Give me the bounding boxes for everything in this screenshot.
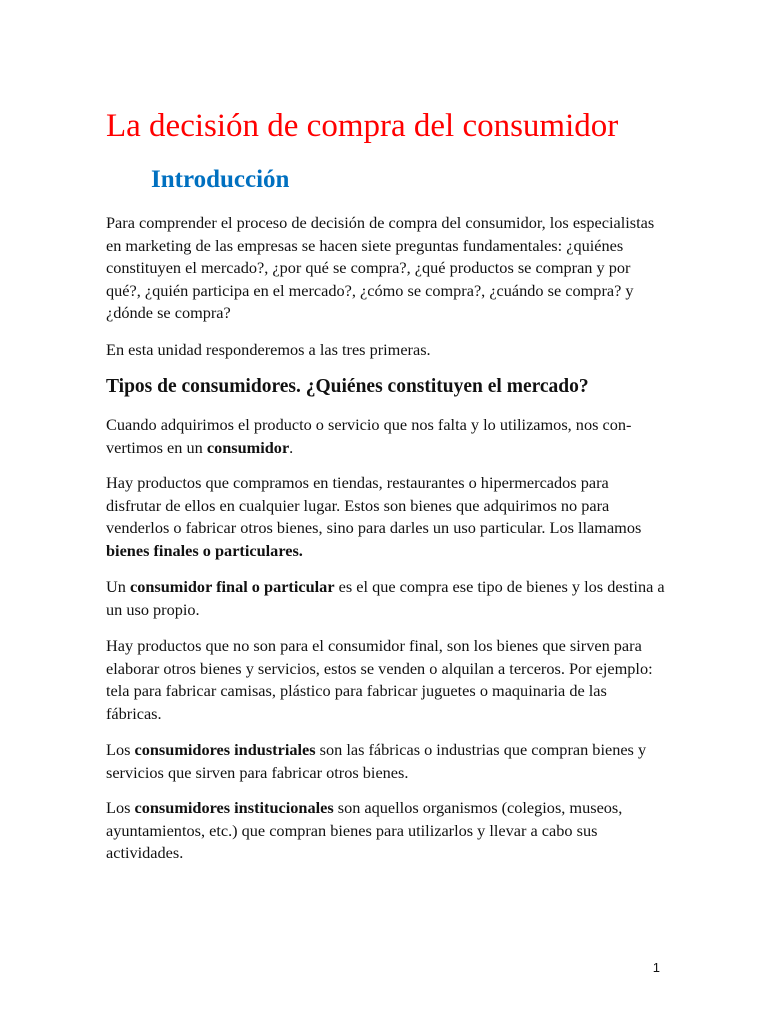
- final-consumer-paragraph: [106, 576, 666, 621]
- industrial-consumers-paragraph: [106, 739, 666, 784]
- unit-paragraph: En esta unidad responderemos a las tres primeras.: [106, 340, 431, 359]
- intro-paragraph: Para comprender el proceso de decisión de compra del consumidor, los especialistas en marketing de las empresas se hacen siete preguntas fundamentales: ¿quiénes constituyen el mercado?, ¿por qué se compra?, ¿qué productos se compran y por qué?, ¿quién participa en el mercado?, ¿cómo se compra?, ¿cuándo se compra? y ¿dónde se compra?: [106, 213, 655, 323]
- industrial-start: Los: [106, 740, 135, 759]
- industrial-goods-paragraph: Hay productos que no son para el consumidor final, son los bienes que sirven para elaborar otros bienes y servicios, estos se venden o alquilan a terceros. Por ejemplo: tela para fabricar camisas, plástico para fabricar juguetes o maquinaria de las fábricas.: [106, 636, 653, 723]
- industrial-text: son las fábricas o industrias que compran bienes y servicios que sirven para fabricar otros bienes.: [106, 740, 647, 782]
- final-consumer-text: es el que compra ese tipo de bienes y los destina a un uso propio.: [106, 577, 665, 619]
- final-consumer-start: Un: [106, 577, 130, 596]
- final-goods-term: bienes finales o particulares.: [106, 540, 303, 560]
- industrial-term: consumidores industriales: [134, 740, 316, 759]
- consumer-term: consumidor: [206, 437, 290, 457]
- institutional-consumers-paragraph: [106, 797, 666, 865]
- page-number: 1: [652, 960, 660, 975]
- final-goods-paragraph: [106, 472, 666, 562]
- institutional-text: son aquellos organismos (colegios, museos, ayuntamientos, etc.) que compran bienes para utilizarlos y llevar a cabo sus actividades.: [106, 798, 623, 863]
- section-subtitle: Introducción: [151, 166, 290, 193]
- final-goods-text: Hay productos que compramos en tiendas, restaurantes o hipermercados para disfrutar de ellos en cualquier lugar. Estos son bienes que adquirimos no para venderlos o fabricar otros bienes, sino para darles un uso particular. Los llamamos: [106, 473, 642, 538]
- final-consumer-term: consumidor final o particular: [129, 577, 335, 596]
- consumer-end: .: [289, 437, 294, 457]
- page-title: La decisión de compra del consumidor: [106, 108, 619, 144]
- institutional-start: Los: [106, 798, 135, 817]
- section-heading: Tipos de consumidores. ¿Quiénes constituyen el mercado?: [106, 376, 589, 397]
- institutional-term: consumidores institucionales: [134, 798, 334, 817]
- consumer-text: Cuando adquirimos el producto o servicio que nos falta y lo utilizamos, nos con- vertimos en un: [106, 415, 632, 457]
- consumer-paragraph: [106, 414, 666, 459]
